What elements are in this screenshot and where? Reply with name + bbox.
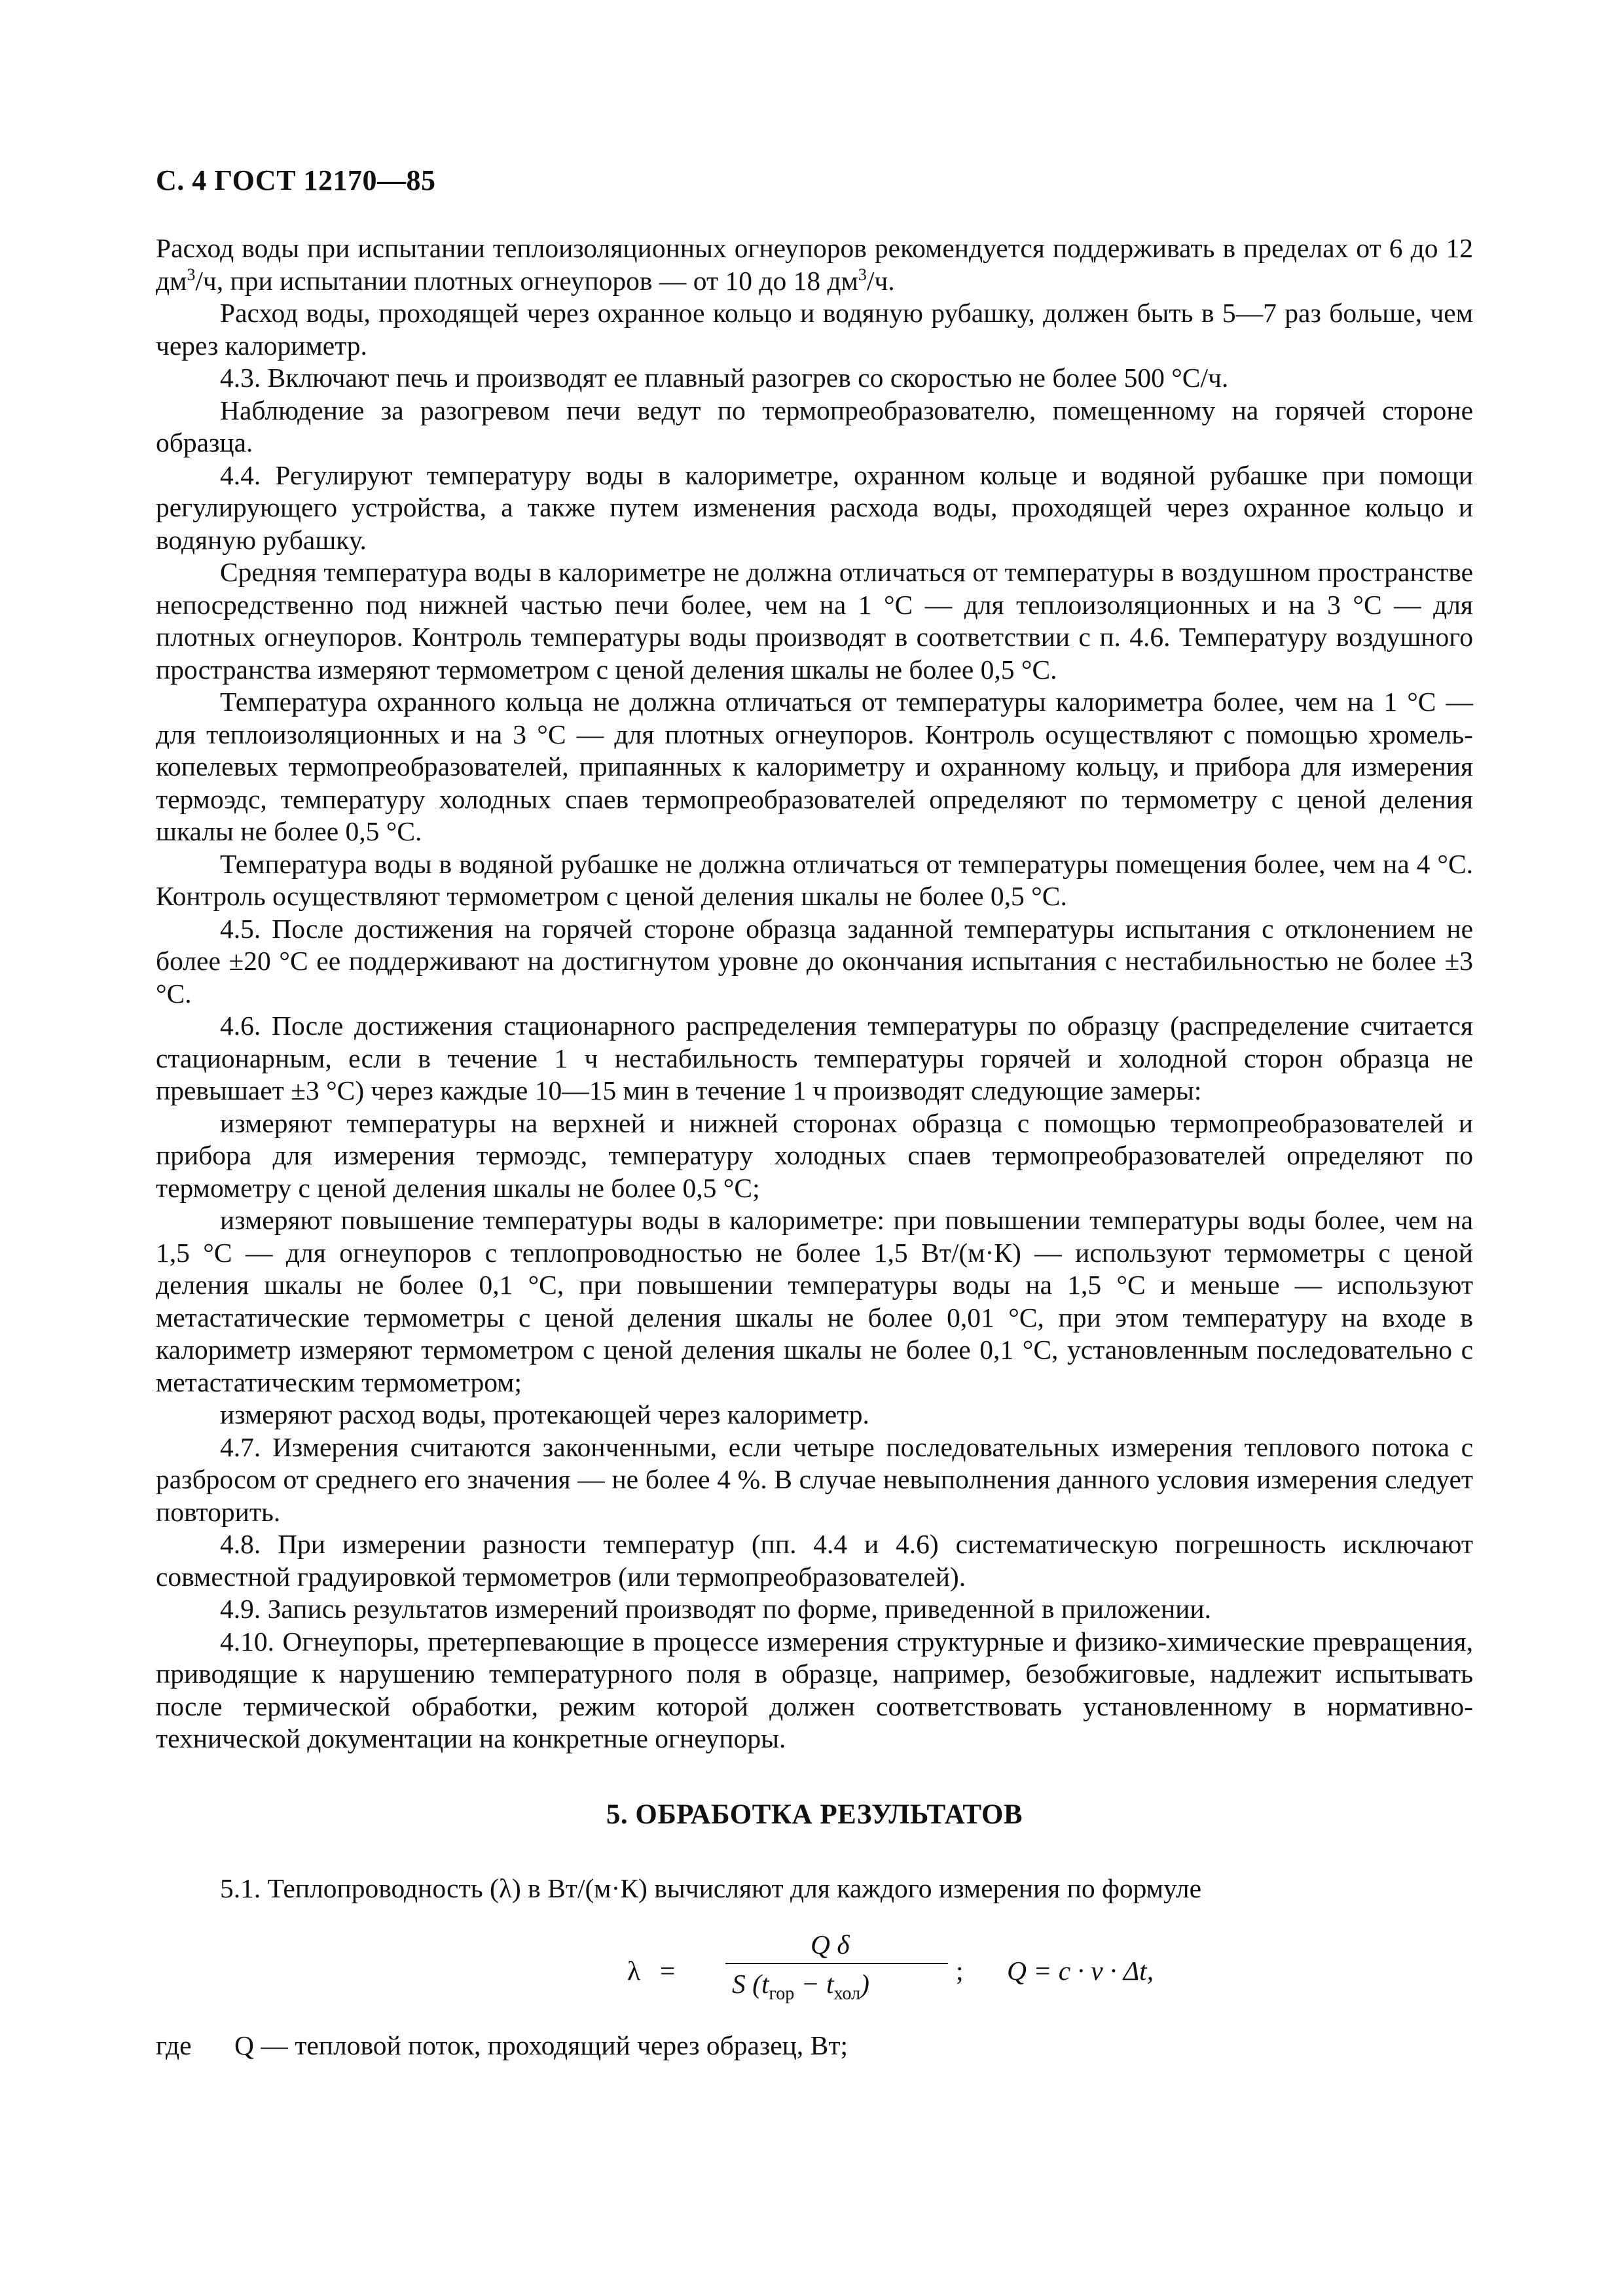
paragraph: 4.6. После достижения стационарного распределения температуры по образцу (распределение считается стационарным, если в течение 1 ч нестабильность температуры горячей и холодной сторон образца не превышает ±3 °С) через каждые 10—15 мин в течение 1 ч производят следующие замеры: [156, 1011, 1473, 1105]
formula [156, 1929, 1473, 2027]
formula-heat-flow: Q = c · v · Δt, [1007, 1955, 1154, 1986]
paragraph: измеряют температуры на верхней и нижней сторонах образца с помощью термопреобразователей и прибора для измерения термоэдс, температуру холодных спаев термопреобразователей определяют по термометру с ценой деления шкалы не более 0,5 °С; [156, 1107, 1473, 1203]
formula-equals: = [660, 1955, 676, 1986]
paragraph: Расход воды, проходящей через охранное кольцо и водяную рубашку, должен быть в 5—7 раз больше, чем через калориметр. [156, 298, 1473, 361]
formula-denominator [732, 1968, 869, 2010]
formula-numerator: Q δ [811, 1929, 850, 1960]
paragraph: 4.3. Включают печь и производят ее плавный разогрев со скоростью не более 500 °С/ч. [220, 363, 1229, 393]
paragraph: 4.5. После достижения на горячей стороне образца заданной температуры испытания с отклонением не более ±20 °С ее поддерживают на достигнутом уровне до окончания испытания с нестабильностью не более ±3 °С. [156, 913, 1473, 1009]
superscript: 3 [858, 264, 867, 284]
subscript: хол [833, 1982, 861, 2003]
section-title: 5. ОБРАБОТКА РЕЗУЛЬТАТОВ [606, 1799, 1023, 1830]
text-span: S (t [732, 1968, 769, 1999]
fraction-line [725, 1963, 948, 1964]
paragraph: 4.9. Запись результатов измерений производят по форме, приведенной в приложении. [220, 1594, 1211, 1624]
paragraph: 4.7. Измерения считаются законченными, если четыре последовательных измерения теплового потока с разбросом от среднего его значения — не более 4 %. В случае невыполнения данного условия измерения следует повторить. [156, 1431, 1473, 1527]
text-span: Расход воды при испытании теплоизоляционных огнеупоров рекомендуется поддерживать в пределах от 6 до 12 дм [156, 233, 1473, 296]
superscript: 3 [187, 264, 196, 284]
paragraph: 5.1. Теплопроводность (λ) в Вт/(м·К) вычисляют для каждого измерения по формуле [220, 1873, 1202, 1903]
paragraph: 4.4. Регулируют температуру воды в калориметре, охранном кольце и водяной рубашке при помощи регулирующего устройства, а также путем изменения расхода воды, проходящей через охранное кольцо и водяную рубашку. [156, 459, 1473, 555]
paragraph: 4.8. При измерении разности температур (пп. 4.4 и 4.6) систематическую погрешность исключают совместной градуировкой термометров (или термопреобразователей). [156, 1529, 1473, 1592]
document-body [156, 232, 1473, 2062]
text-span: ) [860, 1968, 869, 1999]
text-span: /ч, при испытании плотных огнеупоров — от 10 до 18 дм [195, 265, 858, 296]
formula-lambda: λ [627, 1955, 641, 1986]
paragraph: Средняя температура воды в калориметре не должна отличаться от температуры в воздушном пространстве непосредственно под нижней частью печи более, чем на 1 °С — для теплоизоляционных и на 3 °С — для плотных огнеупоров. Контроль температуры воды производят в соответствии с п. 4.6. Температуру воздушного пространства измеряют термометром с ценой деления шкалы не более 0,5 °С. [156, 557, 1473, 685]
paragraph: измеряют повышение температуры воды в калориметре: при повышении температуры воды более, чем на 1,5 °С — для огнеупоров с теплопроводностью не более 1,5 Вт/(м·К) — используют термометры с ценой деления шкалы не более 0,1 °С, при повышении температуры воды на 1,5 °С и меньше — используют метастатические термометры с ценой деления шкалы не более 0,01 °С, при этом температуру на входе в калориметр измеряют термометром с ценой деления шкалы не более 0,1 °С, установленным последовательно с метастатическим термометром; [156, 1205, 1473, 1397]
subscript: гор [769, 1982, 795, 2003]
text-span: /ч. [866, 265, 895, 296]
page-header: С. 4 ГОСТ 12170—85 [156, 164, 436, 196]
paragraph: Температура воды в водяной рубашке не должна отличаться от температуры помещения более, чем на 4 °С. Контроль осуществляют термометром с ценой деления шкалы не более 0,5 °С. [156, 848, 1473, 911]
paragraph: Наблюдение за разогревом печи ведут по термопреобразователю, помещенному на горячей стороне образца. [156, 395, 1473, 457]
where-definition: Q — тепловой поток, проходящий через образец, Вт; [234, 2030, 848, 2060]
paragraph: Температура охранного кольца не должна отличаться от температуры калориметра более, чем на 1 °С — для теплоизоляционных и на 3 °С — для плотных огнеупоров. Контроль осуществляют с помощью хромель-копелевых термопреобразователей, припаянных к калориметру и охранному кольцу, и прибора для измерения термоэдс, температуру холодных спаев термопреобразователей определяют по термометру с ценой деления шкалы не более 0,5 °С. [156, 687, 1473, 846]
text-span: − t [794, 1968, 834, 1999]
where-line [156, 2030, 1473, 2062]
where-label: где [156, 2030, 192, 2060]
formula-semicolon: ; [956, 1955, 964, 1986]
paragraph: 4.10. Огнеупоры, претерпевающие в процессе измерения структурные и физико-химические превращения, приводящие к нарушению температурного поля в образце, например, безобжиговые, надлежит испытывать после термической обработки, режим которой должен соответствовать установленному в нормативно-технической документации на конкретные огнеупоры. [156, 1626, 1473, 1753]
paragraph: измеряют расход воды, протекающей через калориметр. [220, 1399, 869, 1429]
paragraph-water-flow [156, 232, 1473, 297]
